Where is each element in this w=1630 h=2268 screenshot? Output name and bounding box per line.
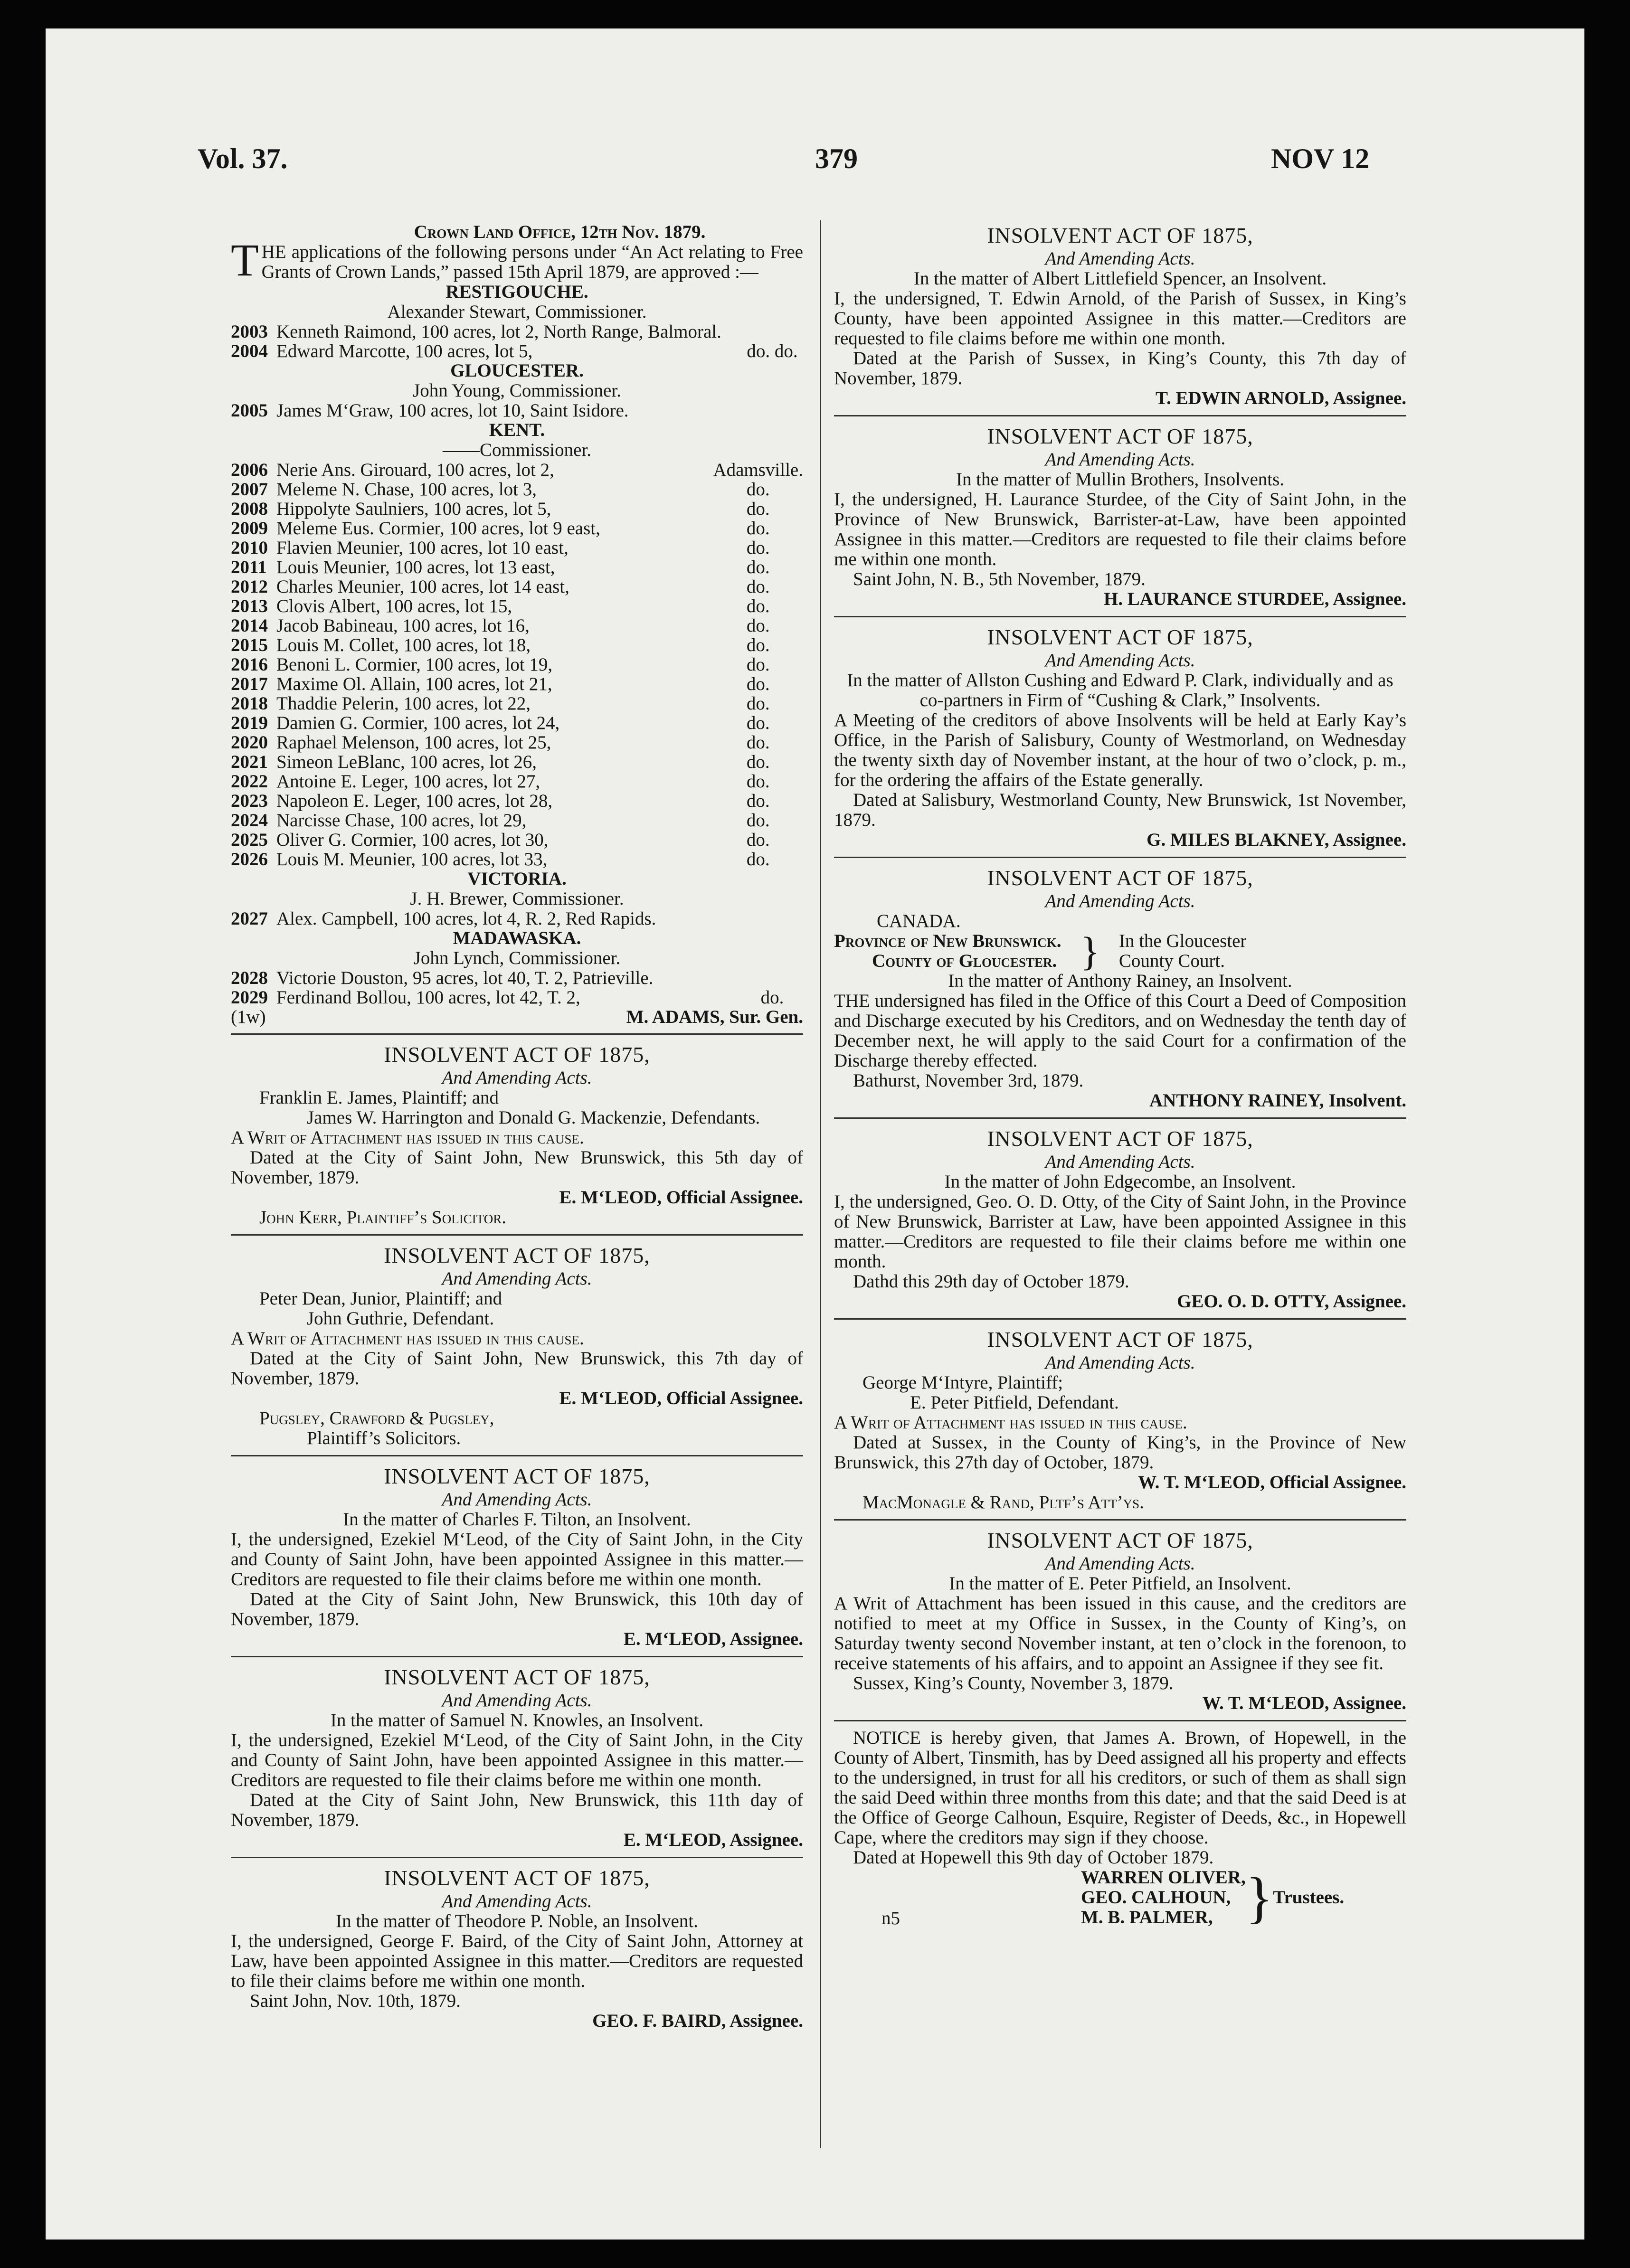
commissioner: Alexander Stewart, Commissioner. (387, 302, 647, 322)
notice-title: INSOLVENT ACT OF 1875, (384, 1243, 650, 1267)
crown-land-notice (231, 222, 803, 1027)
crown-signature-row (231, 1007, 803, 1027)
grant-row (231, 674, 803, 694)
brace: } (1080, 928, 1100, 974)
notice-subtitle: And Amending Acts. (1045, 650, 1195, 671)
grant-number: 2024 (231, 810, 268, 831)
dated-line: Saint John, Nov. 10th, 1879. (250, 1991, 461, 2011)
grant-text: Alex. Campbell, 100 acres, lot 4, R. 2, Red Rapids. (276, 908, 656, 929)
writ-line: A Writ of Attachment has issued in this cause. (834, 1412, 1187, 1433)
grant-number: 2003 (231, 321, 268, 342)
solicitor-line: Plaintiff’s Solicitors. (307, 1428, 461, 1448)
grant-number: 2008 (231, 499, 268, 519)
grant-number: 2022 (231, 771, 268, 792)
divider (834, 616, 1406, 617)
grant-row (231, 655, 803, 674)
assignee-signature: E. M‘LEOD, Assignee. (623, 1830, 803, 1850)
grant-place: do. (746, 518, 770, 539)
dated-line: Bathurst, November 3rd, 1879. (853, 1070, 1084, 1091)
grant-text: Flavien Meunier, 100 acres, lot 10 east, (276, 538, 569, 558)
divider (834, 1117, 1406, 1119)
grant-text: Victorie Douston, 95 acres, lot 40, T. 2, Patrieville. (276, 968, 654, 988)
grant-row (231, 635, 803, 655)
grant-row (231, 733, 803, 752)
assignee-signature: T. EDWIN ARNOLD, Assignee. (1155, 388, 1406, 408)
grant-place: do. (746, 479, 770, 500)
notice-title: INSOLVENT ACT OF 1875, (987, 625, 1253, 649)
trustees-label: Trustees. (1273, 1887, 1345, 1908)
grant-text: Simeon LeBlanc, 100 acres, lot 26, (276, 752, 537, 772)
right-column (834, 222, 1406, 1928)
county-name: VICTORIA. (467, 869, 567, 889)
assignee-signature: W. T. M‘LEOD, Assignee. (1202, 1693, 1406, 1713)
grant-number: 2020 (231, 732, 268, 753)
grant-place: do. (746, 576, 770, 597)
grant-place: do. (746, 752, 770, 772)
grant-number: 2007 (231, 479, 268, 500)
dated-line: Dated at Salisbury, Westmorland County, New Brunswick, 1st November, 1879. (834, 790, 1406, 830)
grant-number: 2012 (231, 576, 268, 597)
notice-subtitle: And Amending Acts. (1045, 1152, 1195, 1172)
grant-place: do. (746, 849, 770, 869)
grant-row (231, 830, 803, 850)
matter-line: In the matter of Allston Cushing and Edward P. Clark, individually and as co-partners in Firm of “Cushing & Clark,” Insolvents. (847, 670, 1393, 710)
party-line: John Guthrie, Defendant. (307, 1308, 494, 1329)
footer-mark: n5 (881, 1908, 900, 1928)
party-line: George M‘Intyre, Plaintiff; (862, 1372, 1063, 1393)
grant-number: 2015 (231, 635, 268, 655)
grant-text: Louis M. Collet, 100 acres, lot 18, (276, 635, 531, 655)
grant-row (231, 811, 803, 830)
solicitor-line: MacMonagle & Rand, Pltf’s Att’ys. (862, 1492, 1144, 1512)
insolvent-notice (231, 1656, 803, 1850)
dated-line: Dated at the Parish of Sussex, in King’s County, this 7th day of November, 1879. (834, 348, 1406, 388)
commissioner: ——Commissioner. (442, 440, 592, 460)
matter-line: In the matter of John Edgecombe, an Insolvent. (944, 1172, 1296, 1192)
grant-table (231, 909, 803, 928)
matter-line: In the matter of Charles F. Tilton, an Insolvent. (343, 1509, 691, 1530)
grant-number: 2029 (231, 987, 268, 1008)
grant-text: Antoine E. Leger, 100 acres, lot 27, (276, 771, 540, 792)
matter-line: In the matter of Anthony Rainey, an Insolvent. (948, 971, 1292, 991)
divider (231, 1455, 803, 1456)
trust-deed-notice (834, 1728, 1406, 1928)
notice-title: INSOLVENT ACT OF 1875, (987, 424, 1253, 448)
grant-row (231, 968, 803, 988)
notice-dated: Dated at Hopewell this 9th day of October 1879. (853, 1847, 1214, 1868)
grant-number: 2010 (231, 538, 268, 558)
grant-place: do. (746, 791, 770, 811)
notice-body: I, the undersigned, Ezekiel M‘Leod, of the City of Saint John, in the City and County of Saint John, have been appointed Assignee in this matter.—Creditors are requested to file their claims before me within one month. (231, 1529, 803, 1589)
canada-label: CANADA. (877, 911, 961, 931)
insolvent-notice (834, 857, 1406, 1111)
grant-row (231, 322, 803, 341)
grant-text: Meleme N. Chase, 100 acres, lot 3, (276, 479, 537, 500)
page-number: 379 (815, 143, 858, 174)
grant-number: 2021 (231, 752, 268, 772)
dated-line: Dated at the City of Saint John, New Brunswick, this 11th day of November, 1879. (231, 1790, 803, 1830)
notice-body: I, the undersigned, T. Edwin Arnold, of the Parish of Sussex, in King’s County, have been appointed Assignee in this matter.—Creditors are requested to file claims before me within one month. (834, 288, 1406, 349)
dated-line: Dated at the City of Saint John, New Brunswick, this 10th day of November, 1879. (231, 1589, 803, 1629)
matter-line: In the matter of Mullin Brothers, Insolvents. (956, 469, 1285, 490)
insolvent-notice (231, 1857, 803, 2031)
drop-cap: T (231, 235, 259, 285)
court-line: County Court. (1118, 951, 1225, 971)
grant-number: 2004 (231, 341, 268, 361)
grant-text: James M‘Graw, 100 acres, lot 10, Saint Isidore. (276, 400, 629, 421)
notice-subtitle: And Amending Acts. (442, 1690, 592, 1710)
crown-intro (231, 235, 803, 285)
grant-text: Oliver G. Cormier, 100 acres, lot 30, (276, 830, 549, 850)
grant-text: Kenneth Raimond, 100 acres, lot 2, North Range, Balmoral. (276, 321, 721, 342)
grant-row (231, 596, 803, 616)
court-name (1119, 931, 1247, 971)
notice-title: INSOLVENT ACT OF 1875, (987, 223, 1253, 247)
divider (834, 415, 1406, 416)
dated-line: Dated at the City of Saint John, New Brunswick, this 7th day of November, 1879. (231, 1348, 803, 1389)
insolvent-notice (834, 616, 1406, 850)
grant-text: Jacob Babineau, 100 acres, lot 16, (276, 615, 530, 636)
grant-text: Ferdinand Bollou, 100 acres, lot 42, T. 2, (276, 987, 580, 1008)
grant-number: 2009 (231, 518, 268, 539)
grant-text: Hippolyte Saulniers, 100 acres, lot 5, (276, 499, 551, 519)
court-line: In the Gloucester (1118, 931, 1247, 951)
party-line: E. Peter Pitfield, Defendant. (910, 1392, 1119, 1413)
notice-body: A Writ of Attachment has been issued in this cause, and the creditors are notified to meet at my Office in Sussex, in the County of King’s, on Saturday twenty second November instant, at ten o’clock in the forenoon, to receive statements of his affairs, and to appoint an Assignee if they see fit. (834, 1593, 1406, 1673)
notice-title: INSOLVENT ACT OF 1875, (384, 1464, 650, 1488)
grant-text: Edward Marcotte, 100 acres, lot 5, (276, 341, 533, 361)
matter-line: In the matter of E. Peter Pitfield, an Insolvent. (949, 1573, 1291, 1594)
divider (231, 1857, 803, 1858)
notice-title: INSOLVENT ACT OF 1875, (987, 1528, 1253, 1552)
grant-table (231, 968, 803, 1007)
solicitor-line: John Kerr, Plaintiff’s Solicitor. (259, 1207, 506, 1228)
grant-table (231, 460, 803, 869)
notice-title: INSOLVENT ACT OF 1875, (987, 1327, 1253, 1351)
divider (834, 1519, 1406, 1521)
assignee-signature: ANTHONY RAINEY, Insolvent. (1149, 1090, 1406, 1111)
grant-row (231, 616, 803, 635)
grant-place: do. (746, 538, 770, 558)
grant-number: 2005 (231, 400, 268, 421)
assignee-signature: GEO. F. BAIRD, Assignee. (592, 2011, 803, 2031)
dated-line: Saint John, N. B., 5th November, 1879. (853, 569, 1146, 589)
assignee-signature: E. M‘LEOD, Official Assignee. (559, 1388, 803, 1408)
grant-text: Louis Meunier, 100 acres, lot 13 east, (276, 557, 555, 577)
county-name: GLOUCESTER. (450, 360, 584, 381)
assignee-signature: W. T. M‘LEOD, Official Assignee. (1138, 1472, 1406, 1493)
grant-place: do. (746, 732, 770, 753)
grant-place: Adamsville. (713, 460, 803, 480)
brace: } (1245, 1866, 1273, 1929)
issue-date: NOV 12 (1271, 143, 1370, 174)
notice-body: THE undersigned has filed in the Office of this Court a Deed of Composition and Discharge executed by his Creditors, and on Wednesday the tenth day of December next, he will apply to the said Court for a confirmation of the Discharge thereby effected. (834, 991, 1406, 1071)
trustee-name: M. B. PALMER, (1081, 1907, 1213, 1928)
grant-number: 2016 (231, 654, 268, 675)
grant-number: 2019 (231, 713, 268, 733)
assignee-signature: G. MILES BLAKNEY, Assignee. (1147, 830, 1406, 850)
dated-line: Sussex, King’s County, November 3, 1879. (853, 1673, 1174, 1693)
grant-text: Damien G. Cormier, 100 acres, lot 24, (276, 713, 560, 733)
grant-number: 2025 (231, 830, 268, 850)
grant-row (231, 519, 803, 538)
insolvent-notice (231, 1033, 803, 1228)
grant-place: do. (760, 987, 784, 1008)
notice-title: INSOLVENT ACT OF 1875, (384, 1042, 650, 1067)
notice-body: I, the undersigned, H. Laurance Sturdee, of the City of Saint John, in the Province of New Brunswick, Barrister-at-Law, have been appointed Assignee in this matter.—Creditors are requested to file their claims before me within one month. (834, 489, 1406, 569)
notice-subtitle: And Amending Acts. (1045, 248, 1195, 269)
writ-line: A Writ of Attachment has issued in this cause. (231, 1328, 584, 1349)
notice-body: A Meeting of the creditors of above Insolvents will be held at Early Kay’s Office, in the Parish of Salisbury, County of Westmorland, on Wednesday the twenty sixth day of November instant, at the hour of two o’clock, p. m., for the ordering the affairs of the Estate generally. (834, 710, 1406, 790)
notice-body: I, the undersigned, George F. Baird, of the City of Saint John, Attorney at Law, have been appointed Assignee in this matter.—Creditors are requested to file their claims before me within one month. (231, 1931, 803, 1991)
grant-row (231, 850, 803, 869)
grant-number: 2014 (231, 615, 268, 636)
commissioner: John Young, Commissioner. (413, 380, 621, 401)
column-rule (820, 220, 821, 2148)
party-line: Peter Dean, Junior, Plaintiff; and (259, 1288, 502, 1309)
insolvent-notice (834, 222, 1406, 408)
party-line: James W. Harrington and Donald G. Mackenzie, Defendants. (307, 1107, 760, 1128)
grant-number: 2026 (231, 849, 268, 869)
grant-place: do. (746, 693, 770, 714)
grant-text: Meleme Eus. Cormier, 100 acres, lot 9 east, (276, 518, 600, 539)
notice-body: I, the undersigned, Geo. O. D. Otty, of the City of Saint John, in the Province of New Brunswick, Barrister at Law, have been appointed Assignee in this matter.—Creditors are requested to file their claims before me within one month. (834, 1191, 1406, 1272)
grant-row (231, 752, 803, 772)
county: County of Gloucester. (872, 951, 1057, 971)
grant-place: do. (746, 615, 770, 636)
left-column (231, 222, 803, 2031)
commissioner: John Lynch, Commissioner. (413, 948, 621, 968)
grant-number: 2006 (231, 460, 268, 480)
divider (834, 1318, 1406, 1320)
grant-text: Benoni L. Cormier, 100 acres, lot 19, (276, 654, 553, 675)
grant-row (231, 538, 803, 558)
grant-place: do. (746, 771, 770, 792)
grant-place: do. (746, 635, 770, 655)
notice-title: INSOLVENT ACT OF 1875, (384, 1866, 650, 1890)
notice-title: INSOLVENT ACT OF 1875, (384, 1665, 650, 1689)
dated-line: Dated at the City of Saint John, New Brunswick, this 5th day of November, 1879. (231, 1147, 803, 1188)
grant-row (231, 460, 803, 480)
grant-text: Clovis Albert, 100 acres, lot 15, (276, 596, 512, 616)
grant-text: Thaddie Pelerin, 100 acres, lot 22, (276, 693, 531, 714)
grant-text: Raphael Melenson, 100 acres, lot 25, (276, 732, 551, 753)
trustee-names (1081, 1868, 1246, 1928)
grant-table (231, 401, 803, 420)
grant-place: do. (746, 810, 770, 831)
assignee-signature: E. M‘LEOD, Assignee. (623, 1629, 803, 1649)
notice-subtitle: And Amending Acts. (442, 1891, 592, 1911)
grant-row (231, 480, 803, 499)
commissioner: J. H. Brewer, Commissioner. (410, 888, 624, 909)
county-name: RESTIGOUCHE. (445, 282, 588, 302)
divider (834, 857, 1406, 858)
province-county (834, 931, 1061, 971)
notice-subtitle: And Amending Acts. (442, 1068, 592, 1088)
grant-row (231, 401, 803, 420)
trustee-name: WARREN OLIVER, (1081, 1867, 1246, 1888)
county-list (231, 282, 803, 1007)
insolvent-notice (834, 1519, 1406, 1713)
left-notices (231, 1033, 803, 2031)
crown-signature: M. ADAMS, Sur. Gen. (626, 1007, 803, 1027)
grant-text: Charles Meunier, 100 acres, lot 14 east, (276, 576, 569, 597)
gazette-page (46, 28, 1584, 2240)
grant-row (231, 558, 803, 577)
matter-line: In the matter of Samuel N. Knowles, an Insolvent. (330, 1710, 704, 1730)
grant-number: 2028 (231, 968, 268, 988)
party-line: Franklin E. James, Plaintiff; and (259, 1087, 499, 1108)
notice-title: INSOLVENT ACT OF 1875, (987, 1126, 1253, 1151)
notice-subtitle: And Amending Acts. (1045, 449, 1195, 470)
grant-text: Louis M. Meunier, 100 acres, lot 33, (276, 849, 548, 869)
grant-row (231, 772, 803, 791)
grant-place: do. (746, 830, 770, 850)
divider (834, 1720, 1406, 1721)
grant-place: do. (746, 674, 770, 694)
province: Province of New Brunswick. (834, 931, 1061, 951)
grant-row (231, 694, 803, 713)
court-caption (834, 928, 1406, 974)
crown-office-line: Crown Land Office, 12th Nov. 1879. (414, 222, 706, 242)
grant-number: 2017 (231, 674, 268, 694)
grant-text: Maxime Ol. Allain, 100 acres, lot 21, (276, 674, 552, 694)
grant-row (231, 988, 803, 1007)
grant-text: Napoleon E. Leger, 100 acres, lot 28, (276, 791, 553, 811)
notice-subtitle: And Amending Acts. (442, 1268, 592, 1289)
notice-subtitle: And Amending Acts. (1045, 891, 1195, 911)
right-notices (834, 222, 1406, 1713)
assignee-signature: H. LAURANCE STURDEE, Assignee. (1103, 589, 1406, 609)
grant-number: 2013 (231, 596, 268, 616)
insolvent-notice (834, 415, 1406, 609)
trustee-name: GEO. CALHOUN, (1081, 1887, 1231, 1908)
notice-body: NOTICE is hereby given, that James A. Brown, of Hopewell, in the County of Albert, Tinsmith, has by Deed assigned all his property and effects to the undersigned, in trust for all his creditors, or such of them as shall sign the said Deed within three months from this date; and that the said Deed is at the Office of George Calhoun, Esquire, Register of Deeds, &c., in Hopewell Cape, where the creditors may sign if they choose. (834, 1728, 1406, 1848)
grant-number: 2018 (231, 693, 268, 714)
county-name: KENT. (489, 420, 545, 440)
grant-table (231, 322, 803, 361)
grant-number: 2011 (231, 557, 267, 577)
grant-number: 2027 (231, 908, 268, 929)
grant-place: do. do. (747, 341, 798, 361)
dated-line: Dathd this 29th day of October 1879. (853, 1271, 1129, 1292)
assignee-signature: E. M‘LEOD, Official Assignee. (559, 1187, 803, 1208)
grant-row (231, 577, 803, 596)
grant-place: do. (746, 499, 770, 519)
writ-line: A Writ of Attachment has issued in this cause. (231, 1127, 584, 1148)
insertion-mark: (1w) (231, 1007, 266, 1027)
grant-row (231, 909, 803, 928)
insolvent-notice (231, 1455, 803, 1649)
grant-place: do. (746, 557, 770, 577)
grant-place: do. (746, 713, 770, 733)
notice-subtitle: And Amending Acts. (442, 1489, 592, 1510)
notice-body: I, the undersigned, Ezekiel M‘Leod, of the City of Saint John, in the City and County of Saint John, have been appointed Assignee in this matter.—Creditors are requested to file their claims before me within one month. (231, 1730, 803, 1790)
grant-number: 2023 (231, 791, 268, 811)
matter-line: In the matter of Theodore P. Noble, an Insolvent. (336, 1911, 698, 1931)
grant-row (231, 713, 803, 733)
notice-subtitle: And Amending Acts. (1045, 1352, 1195, 1373)
county-name: MADAWASKA. (453, 928, 581, 948)
insolvent-notice (834, 1318, 1406, 1512)
notice-subtitle: And Amending Acts. (1045, 1553, 1195, 1574)
grant-row (231, 499, 803, 519)
divider (231, 1033, 803, 1035)
grant-text: Narcisse Chase, 100 acres, lot 29, (276, 810, 527, 831)
crown-intro-text: HE applications of the following persons under “An Act relating to Free Grants of Crown Lands,” passed 15th April 1879, are approved :— (261, 242, 803, 282)
solicitor-line: Pugsley, Crawford & Pugsley, (259, 1408, 494, 1428)
matter-line: In the matter of Albert Littlefield Spencer, an Insolvent. (913, 268, 1327, 289)
insolvent-notice (231, 1234, 803, 1448)
grant-place: do. (746, 654, 770, 675)
divider (231, 1656, 803, 1657)
volume-number: Vol. 37. (198, 143, 288, 174)
divider (231, 1234, 803, 1236)
insolvent-notice (834, 1117, 1406, 1312)
grant-text: Nerie Ans. Girouard, 100 acres, lot 2, (276, 460, 554, 480)
assignee-signature: GEO. O. D. OTTY, Assignee. (1177, 1291, 1406, 1312)
dated-line: Dated at Sussex, in the County of King’s, in the Province of New Brunswick, this 27th day of October, 1879. (834, 1432, 1406, 1473)
notice-title: INSOLVENT ACT OF 1875, (987, 866, 1253, 890)
grant-place: do. (746, 596, 770, 616)
grant-row (231, 341, 803, 361)
grant-row (231, 791, 803, 811)
